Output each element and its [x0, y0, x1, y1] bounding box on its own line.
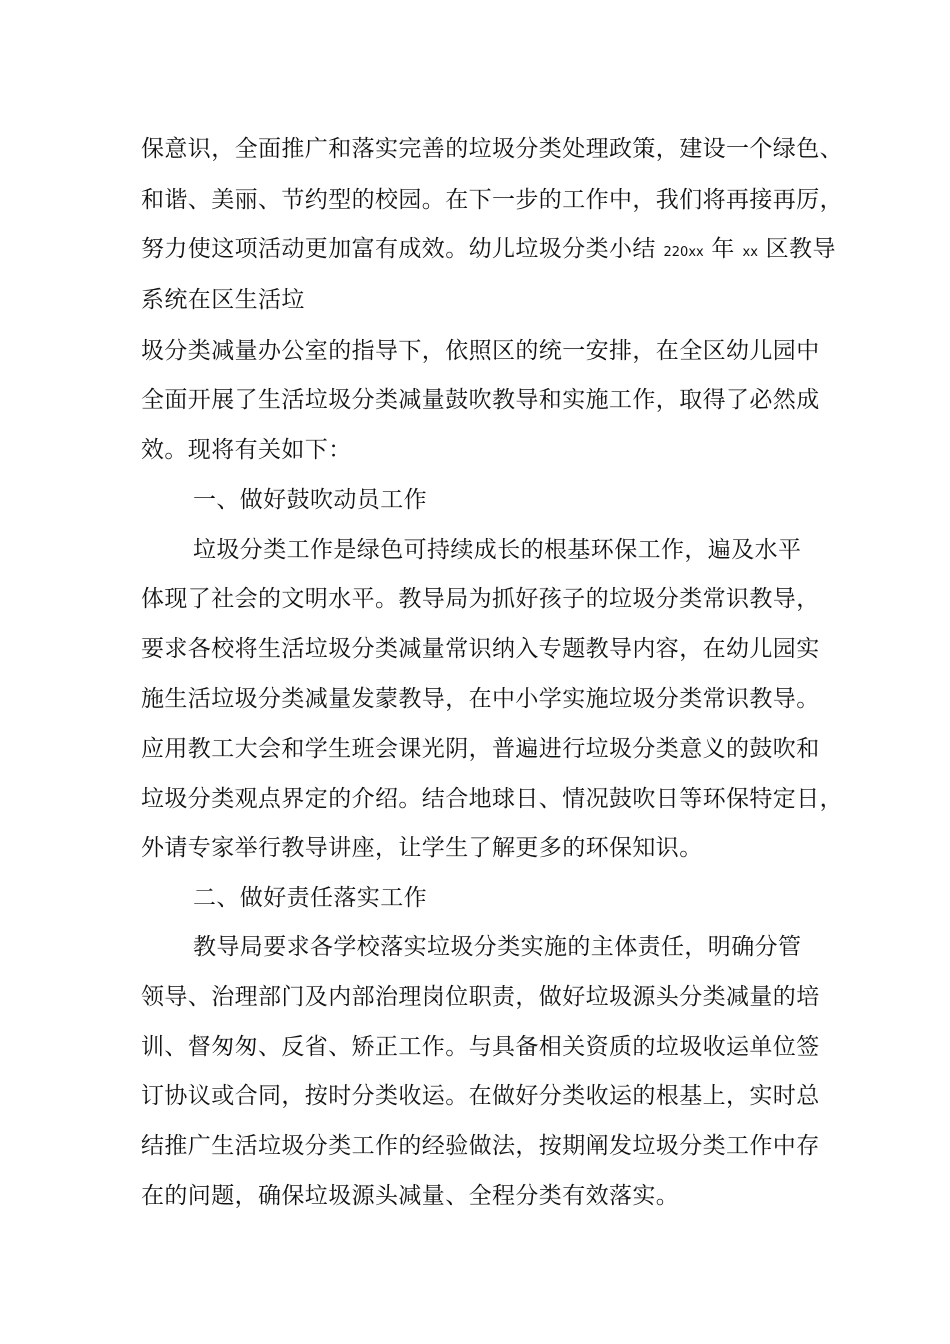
section-heading-1: 一、做好鼓吹动员工作 — [193, 487, 427, 513]
paragraph-line: 圾分类减量办公室的指导下，依照区的统一安排，在全区幼儿园中 — [141, 338, 820, 364]
paragraph-line: 保意识，全面推广和落实完善的垃圾分类处理政策，建设一个绿色、 — [141, 136, 843, 162]
paragraph-line: 和谐、美丽、节约型的校园。在下一步的工作中，我们将再接再厉， — [141, 187, 843, 213]
paragraph-line: 全面开展了生活垃圾分类减量鼓吹教导和实施工作，取得了必然成 — [141, 387, 820, 413]
paragraph-line: 订协议或合同，按时分类收运。在做好分类收运的根基上，实时总 — [141, 1083, 820, 1109]
paragraph-line: 体现了社会的文明水平。教导局为抓好孩子的垃圾分类常识教导， — [141, 586, 820, 612]
paragraph-line: 教导局要求各学校落实垃圾分类实施的主体责任，明确分管 — [193, 934, 802, 960]
text-segment: 年 — [703, 236, 743, 262]
section-heading-2: 二、做好责任落实工作 — [193, 885, 427, 911]
paragraph-line: 在的问题，确保垃圾源头减量、全程分类有效落实。 — [141, 1183, 680, 1209]
year-placeholder: 220xx — [663, 245, 704, 260]
paragraph-line: 施生活垃圾分类减量发蒙教导，在中小学实施垃圾分类常识教导。 — [141, 686, 820, 712]
district-placeholder: xx — [742, 245, 758, 260]
paragraph-line: 要求各校将生活垃圾分类减量常识纳入专题教导内容，在幼儿园实 — [141, 636, 820, 662]
text-segment: 区教导 — [757, 236, 836, 262]
paragraph-line: 垃圾分类工作是绿色可持续成长的根基环保工作，遍及水平 — [193, 537, 802, 563]
paragraph-line: 垃圾分类观点界定的介绍。结合地球日、情况鼓吹日等环保特定日， — [141, 786, 843, 812]
paragraph-line: 应用教工大会和学生班会课光阴，普遍进行垃圾分类意义的鼓吹和 — [141, 736, 820, 762]
paragraph-line: 领导、治理部门及内部治理岗位职责，做好垃圾源头分类减量的培 — [141, 984, 820, 1010]
paragraph-line: 结推广生活垃圾分类工作的经验做法，按期阐发垃圾分类工作中存 — [141, 1133, 820, 1159]
paragraph-line: 外请专家举行教导讲座，让学生了解更多的环保知识。 — [141, 835, 703, 861]
paragraph-line: 系统在区生活垃 — [141, 287, 305, 313]
text-segment: 努力使这项活动更加富有成效。幼儿垃圾分类小结 — [141, 236, 664, 262]
paragraph-line: 训、督匆匆、反省、矫正工作。与具备相关资质的垃圾收运单位签 — [141, 1034, 820, 1060]
paragraph-line: 效。现将有关如下： — [141, 437, 352, 463]
paragraph-line-mixed — [141, 234, 836, 268]
